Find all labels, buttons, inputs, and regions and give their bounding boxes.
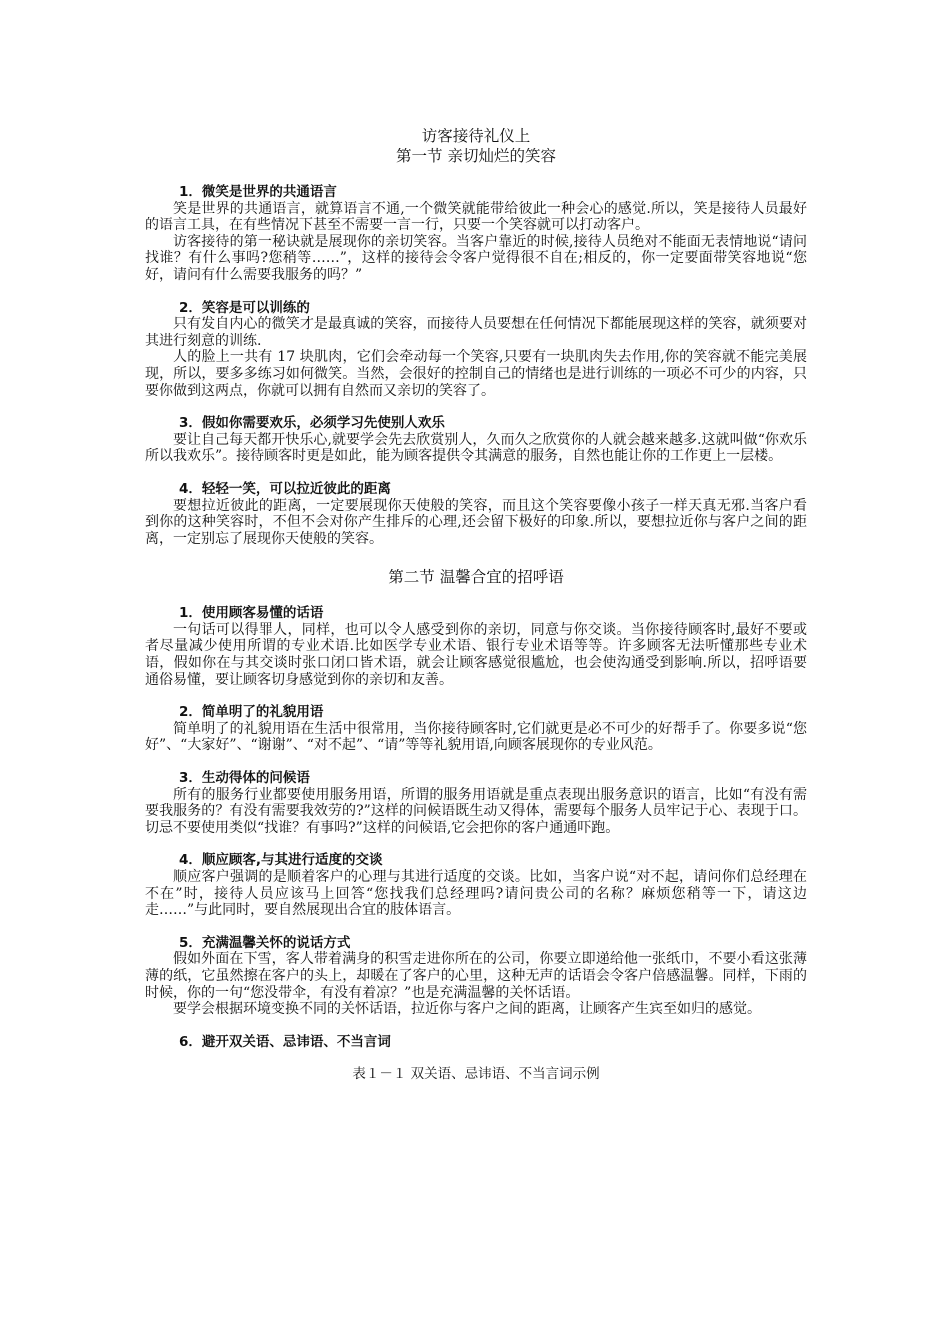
paragraph: 笑是世界的共通语言，就算语言不通,一个微笑就能带给彼此一种会心的感觉.所以，笑是接待人员最好的语言工具，在有些情况下甚至不需要一言一行，只要一个笑容就可以打动客户。 xyxy=(145,200,807,234)
subsection xyxy=(145,1034,807,1051)
subsection xyxy=(145,481,807,547)
paragraph: 要想拉近彼此的距离，一定要展现你天使般的笑容，而且这个笑容要像小孩子一样天真无邪.当客户看到你的这种笑容时，不但不会对你产生排斥的心理,还会留下极好的印象.所以，要想拉近你与客户之间的距离，一定别忘了展现你天使般的笑容。 xyxy=(145,497,807,547)
subsection xyxy=(145,300,807,400)
paragraph: 简单明了的礼貌用语在生活中很常用，当你接待顾客时,它们就更是必不可少的好帮手了。你要多说“您好”、“大家好”、“谢谢”、“对不起”、“请”等等礼貌用语,向顾客展现你的专业风范。 xyxy=(145,720,807,754)
paragraph: 所有的服务行业都要使用服务用语，所谓的服务用语就是重点表现出服务意识的语言，比如“有没有需要我服务的？有没有需要我效劳的?”这样的问候语既生动又得体，需要每个服务人员牢记于心、表现于口。切忌不要使用类似“找谁？有事吗?”这样的问候语,它会把你的客户通通吓跑。 xyxy=(145,786,807,836)
subsection xyxy=(145,415,807,465)
paragraph: 只有发自内心的微笑才是最真诚的笑容，而接待人员要想在任何情况下都能展现这样的笑容，就须要对其进行刻意的训练. xyxy=(145,316,807,349)
subsection xyxy=(145,935,807,1018)
paragraph: 一句话可以得罪人，同样，也可以令人感受到你的亲切，同意与你交谈。当你接待顾客时,最好不要或者尽量减少使用所谓的专业术语.比如医学专业术语、银行专业术语等等。许多顾客无法听懂那些专业术语，假如你在与其交谈时张口闭口皆术语，就会让顾客感觉很尴尬，也会使沟通受到影响.所以，招呼语要通俗易懂，要让顾客切身感觉到你的亲切和友善。 xyxy=(145,621,807,688)
section1-content xyxy=(145,184,807,547)
subsection-heading: 1．使用顾客易懂的话语 xyxy=(179,605,324,622)
paragraph: 访客接待的第一秘诀就是展现你的亲切笑容。当客户靠近的时候,接待人员绝对不能面无表情地说“请问找谁？有什么事吗?您稍等……”，这样的接待会令客户觉得很不自在;相反的，你一定要面带笑容地说“您好，请问有什么需要我服务的吗？” xyxy=(145,233,807,283)
paragraph: 要让自己每天都开快乐心,就要学会先去欣赏别人，久而久之欣赏你的人就会越来越多.这就叫做“你欢乐所以我欢乐”。接待顾客时更是如此，能为顾客提供令其满意的服务，自然也能让你的工作更上一层楼。 xyxy=(145,431,807,465)
section1-title: 第一节 亲切灿烂的笑容 xyxy=(396,147,556,165)
table-caption: 表１－１ 双关语、忌讳语、不当言词示例 xyxy=(352,1066,600,1083)
paragraph: 要学会根据环境变换不同的关怀话语，拉近你与客户之间的距离，让顾客产生宾至如归的感觉。 xyxy=(173,1001,761,1018)
paragraph: 人的脸上一共有 17 块肌肉，它们会牵动每一个笑容,只要有一块肌肉失去作用,你的笑容就不能完美展现，所以，要多多练习如何微笑。当然，会很好的控制自己的情绪也是进行训练的一项必不可少的内容，只要你做到这两点，你就可以拥有自然而又亲切的笑容了。 xyxy=(145,349,807,399)
section2-content xyxy=(145,605,807,1050)
subsection-heading: 2．简单明了的礼貌用语 xyxy=(179,704,324,721)
document-page xyxy=(145,126,807,1083)
subsection xyxy=(145,184,807,284)
subsection xyxy=(145,704,807,754)
subsection-heading: 3．生动得体的问候语 xyxy=(179,770,310,787)
paragraph: 顺应客户强调的是顺着客户的心理与其进行适度的交谈。比如，当客户说“对不起，请问你们总经理在不在”时，接待人员应该马上回答“您找我们总经理吗?请问贵公司的名称？麻烦您稍等一下，请这边走……”与此同时，要自然展现出合宜的肢体语言。 xyxy=(145,869,807,919)
subsection xyxy=(145,852,807,918)
paragraph: 假如外面在下雪，客人带着满身的积雪走进你所在的公司，你要立即递给他一张纸巾，不要小看这张薄薄的纸，它虽然擦在客户的头上，却暖在了客户的心里，这种无声的话语会令客户倍感温馨。同样，下雨的时候，你的一句“您没带伞，有没有着凉？”也是充满温馨的关怀话语。 xyxy=(145,951,807,1001)
subsection-heading: 1．微笑是世界的共通语言 xyxy=(179,184,337,200)
section2-title: 第二节 温馨合宜的招呼语 xyxy=(388,568,564,587)
subsection-heading: 6．避开双关语、忌讳语、不当言词 xyxy=(179,1033,391,1050)
subsection-heading: 3．假如你需要欢乐，必须学习先使别人欢乐 xyxy=(179,415,445,432)
subsection xyxy=(145,770,807,836)
subsection-heading: 2．笑容是可以训练的 xyxy=(179,299,310,316)
subsection-heading: 4．顺应顾客,与其进行适度的交谈 xyxy=(179,852,383,869)
subsection-heading: 5．充满温馨关怀的说话方式 xyxy=(179,934,351,951)
subsection xyxy=(145,605,807,688)
title-block xyxy=(145,126,807,166)
doc-title: 访客接待礼仪上 xyxy=(421,127,531,145)
subsection-heading: 4．轻轻一笑，可以拉近彼此的距离 xyxy=(179,480,391,497)
